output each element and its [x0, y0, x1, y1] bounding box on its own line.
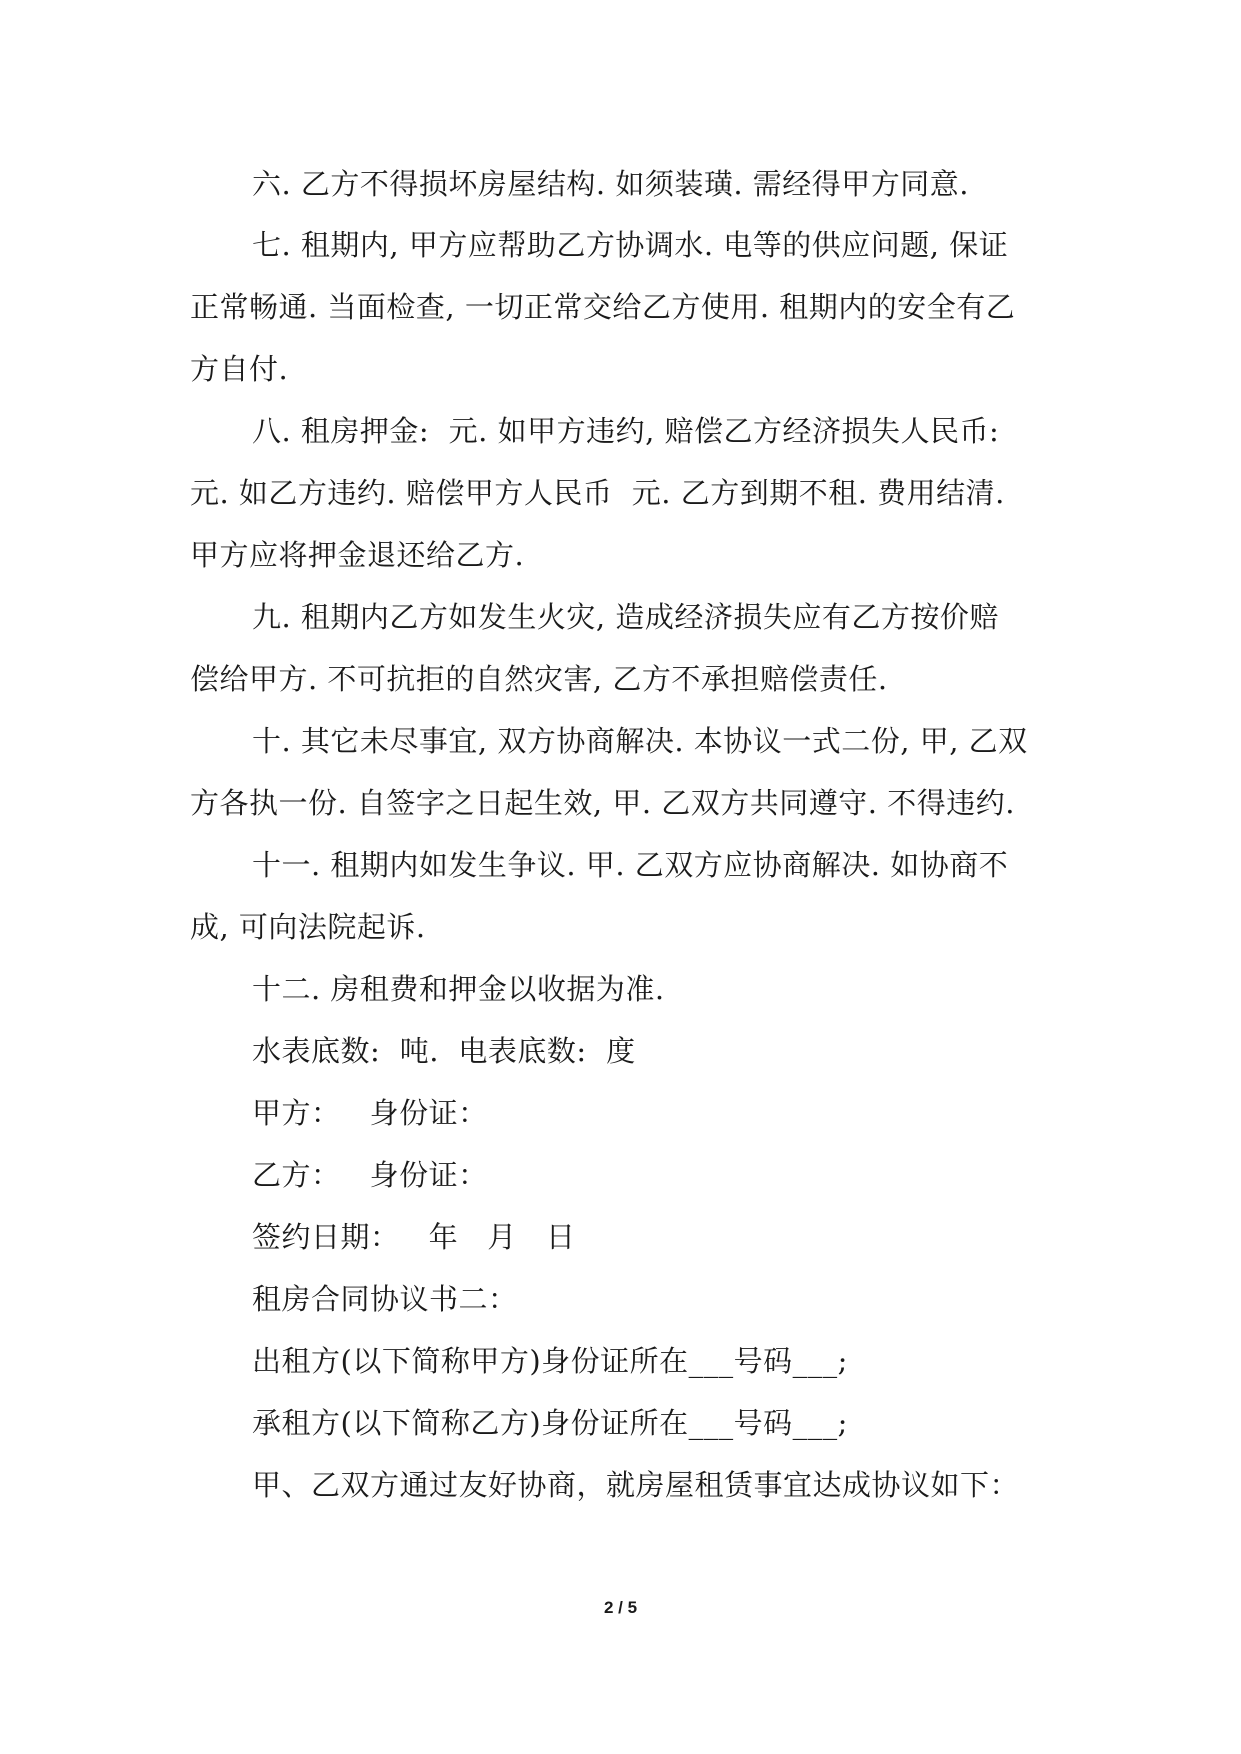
clause-8-line-1: 八. 租房押金: 元. 如甲方违约, 赔偿乙方经济损失人民币: [252, 414, 1000, 448]
clause-7-line-2: 正常畅通. 当面检查, 一切正常交给乙方使用. 租期内的安全有乙 [190, 290, 1016, 324]
lessor-info-line: 出租方(以下简称甲方)身份证所在___号码___; [252, 1344, 848, 1378]
page-number: 2 / 5 [603, 1598, 638, 1617]
clause-6-line-1: 六. 乙方不得损坏房屋结构. 如须装璜. 需经得甲方同意. [252, 167, 970, 201]
party-b-signature-line: 乙方： 身份证： [252, 1158, 488, 1192]
clause-8-line-3: 甲方应将押金退还给乙方. [190, 538, 525, 572]
clause-12-line-1: 十二. 房租费和押金以收据为准. [252, 972, 665, 1006]
clause-10-line-2: 方各执一份. 自签字之日起生效, 甲. 乙双方共同遵守. 不得违约. [190, 786, 1015, 820]
second-contract-heading: 租房合同协议书二： [252, 1282, 518, 1316]
clause-9-line-1: 九. 租期内乙方如发生火灾, 造成经济损失应有乙方按价赔 [252, 600, 999, 634]
meter-readings-line: 水表底数: 吨. 电表底数: 度 [252, 1034, 636, 1068]
clause-11-line-1: 十一. 租期内如发生争议. 甲. 乙双方应协商解决. 如协商不 [252, 848, 1009, 882]
signing-date-line: 签约日期： 年 月 日 [252, 1220, 576, 1254]
clause-7-line-1: 七. 租期内, 甲方应帮助乙方协调水. 电等的供应问题, 保证 [252, 228, 1009, 262]
clause-9-line-2: 偿给甲方. 不可抗拒的自然灾害, 乙方不承担赔偿责任. [190, 662, 888, 696]
party-a-signature-line: 甲方： 身份证： [252, 1096, 488, 1130]
clause-8-line-2: 元. 如乙方违约. 赔偿甲方人民币 元. 乙方到期不租. 费用结清. [190, 476, 1005, 510]
clause-7-line-3: 方自付. [190, 352, 289, 386]
lessee-info-line: 承租方(以下简称乙方)身份证所在___号码___; [252, 1406, 848, 1440]
agreement-intro-line: 甲、乙双方通过友好协商，就房屋租赁事宜达成协议如下： [252, 1468, 1020, 1502]
clause-10-line-1: 十. 其它未尽事宜, 双方协商解决. 本协议一式二份, 甲, 乙双 [252, 724, 1028, 758]
clause-11-line-2: 成, 可向法院起诉. [190, 910, 426, 944]
